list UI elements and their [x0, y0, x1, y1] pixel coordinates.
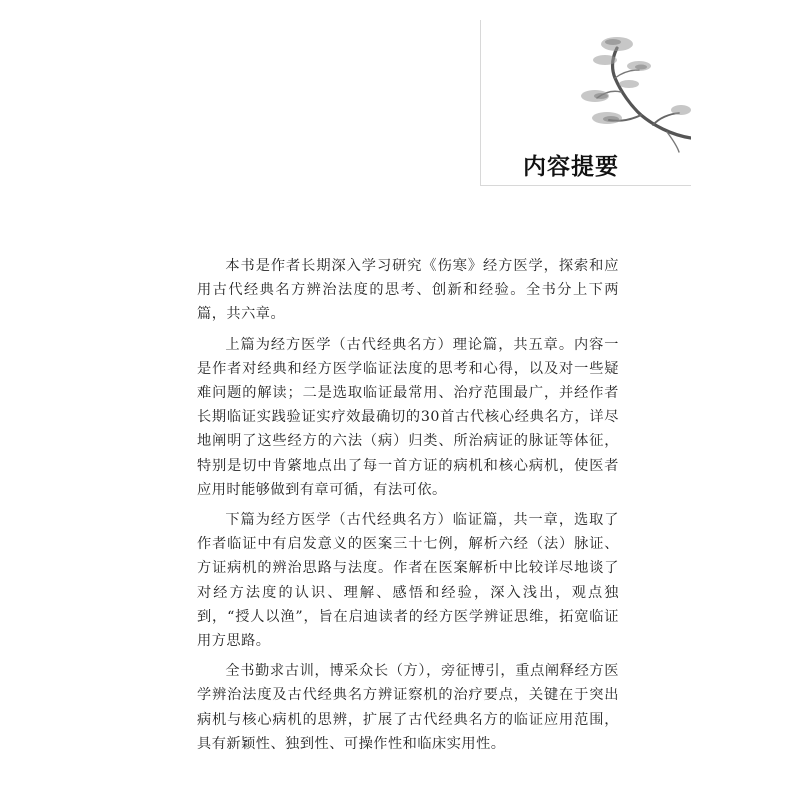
summary-text: [197, 254, 619, 762]
paragraph: 上篇为经方医学（古代经典名方）理论篇，共五章。内容一是作者对经典和经方医学临证法度的思考和心得，以及对一些疑难问题的解读；二是选取临证最常用、治疗范围最广，并经作者长期临证实践验证实疗效最确切的30首古代核心经典名方，详尽地阐明了这些经方的六法（病）归类、所治病证的脉证等体征，特别是切中肯綮地点出了每一首方证的病机和核心病机，使医者应用时能够做到有章可循，有法可依。: [197, 336, 619, 498]
page-title: 内容提要: [523, 154, 619, 180]
section-header: [480, 20, 691, 186]
paragraph: 全书勤求古训，博采众长（方），旁征博引，重点阐释经方医学辨治法度及古代经典名方辨证察机的治疗要点，关键在于突出病机与核心病机的思辨，扩展了古代经典名方的临证应用范围，具有新颖性、独到性、可操作性和临床实用性。: [197, 663, 619, 752]
paragraph: 下篇为经方医学（古代经典名方）临证篇，共一章，选取了作者临证中有启发意义的医案三十七例，解析六经（法）脉证、方证病机的辨治思路与法度。作者在医案解析中比较详尽地谈了对经方法度的认识、理解、感悟和经验，深入浅出，观点独到，“授人以渔”，旨在启迪读者的经方医学辨证思维，拓宽临证用方思路。: [197, 512, 619, 650]
paragraph: 本书是作者长期深入学习研究《伤寒》经方医学，探索和应用古代经典名方辨治法度的思考、创新和经验。全书分上下两篇，共六章。: [197, 258, 619, 323]
